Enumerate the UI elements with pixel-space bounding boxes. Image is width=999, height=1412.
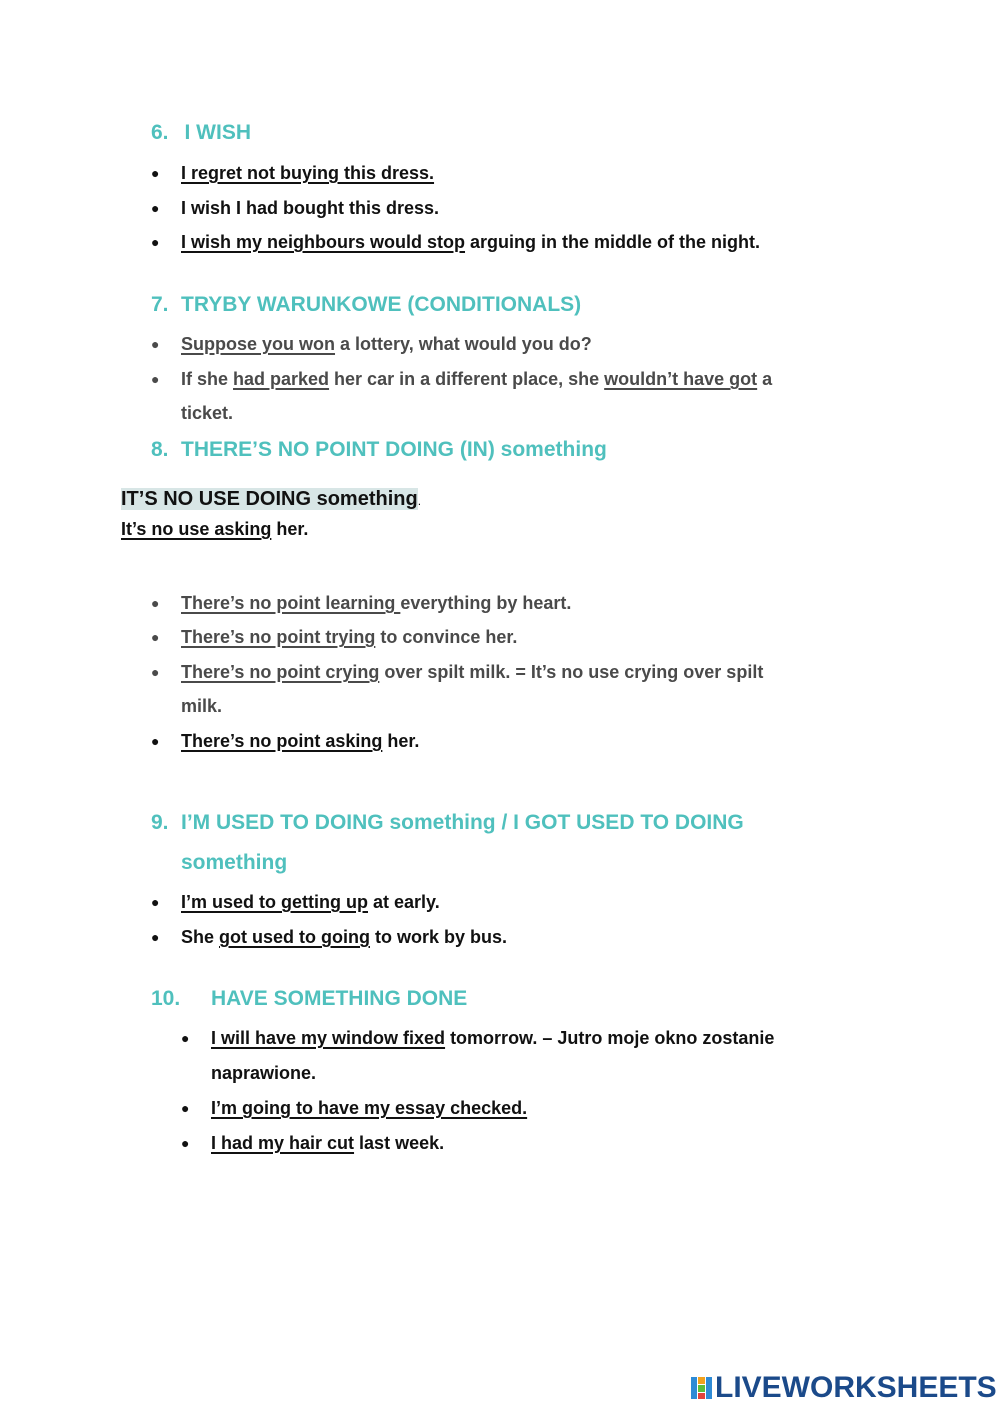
list-item: There’s no point crying over spilt milk. = It’s no use crying over spilt xyxy=(181,662,764,682)
section-10-number: 10. xyxy=(151,987,181,1010)
bullet-icon: ● xyxy=(151,929,160,945)
list-item-continuation: milk. xyxy=(181,696,223,716)
list-item: She got used to going to work by bus. xyxy=(181,927,508,947)
liveworksheets-logo[interactable] xyxy=(691,1370,997,1406)
list-item: I will have my window fixed tomorrow. – Jutro moje okno zostanie xyxy=(211,1028,775,1048)
list-item: There’s no point trying to convince her. xyxy=(181,627,518,647)
bullet-icon: ● xyxy=(151,336,160,352)
section-7-title: TRYBY WARUNKOWE (CONDITIONALS) xyxy=(181,293,582,316)
list-item: I had my hair cut last week. xyxy=(211,1133,445,1153)
bullet-icon: ● xyxy=(151,733,160,749)
bullet-icon: ● xyxy=(151,200,160,216)
section-8-heading xyxy=(151,438,607,462)
list-item: There’s no point asking her. xyxy=(181,731,420,751)
bullet-icon: ● xyxy=(151,234,160,250)
section-9-title-continuation: something xyxy=(181,851,288,874)
list-item-continuation: naprawione. xyxy=(211,1063,317,1083)
list-item: Suppose you won a lottery, what would you do? xyxy=(181,334,592,354)
bullet-icon: ● xyxy=(151,165,160,181)
bullet-icon: ● xyxy=(151,894,160,910)
section-7-number: 7. xyxy=(151,293,169,316)
section-9-title: I’M USED TO DOING something / I GOT USED TO DOING xyxy=(181,811,744,834)
list-item: There’s no point learning everything by heart. xyxy=(181,593,572,613)
list-item: If she had parked her car in a different place, she wouldn’t have got a xyxy=(181,369,773,389)
list-item: I’m used to getting up at early. xyxy=(181,892,440,912)
bullet-icon: ● xyxy=(151,371,160,387)
section-10-heading xyxy=(151,987,467,1011)
list-item: I wish my neighbours would stop arguing in the middle of the night. xyxy=(181,232,760,252)
note-heading: IT’S NO USE DOING something. xyxy=(121,488,422,510)
bullet-icon: ● xyxy=(181,1030,190,1046)
section-8-number: 8. xyxy=(151,438,169,461)
bullet-icon: ● xyxy=(181,1135,190,1151)
list-item: I regret not buying this dress. xyxy=(181,163,435,183)
section-9-heading xyxy=(151,811,744,835)
section-6-number: 6. xyxy=(151,121,169,144)
section-8-title: THERE’S NO POINT DOING (IN) something xyxy=(181,438,607,461)
section-9-number: 9. xyxy=(151,811,169,834)
section-6-heading xyxy=(151,121,251,145)
section-6-title: I WISH xyxy=(184,121,252,144)
list-item: I wish I had bought this dress. xyxy=(181,198,440,218)
section-7-heading xyxy=(151,293,581,317)
list-item-continuation: ticket. xyxy=(181,403,234,423)
bullet-icon: ● xyxy=(151,595,160,611)
bullet-icon: ● xyxy=(151,664,160,680)
section-10-title: HAVE SOMETHING DONE xyxy=(211,987,468,1010)
bullet-icon: ● xyxy=(181,1100,190,1116)
liveworksheets-brand-text: LIVEWORKSHEETS xyxy=(715,1371,997,1404)
bullet-icon: ● xyxy=(151,629,160,645)
liveworksheets-mark-icon xyxy=(691,1375,713,1401)
note-example: It’s no use asking her. xyxy=(121,519,309,539)
list-item: I’m going to have my essay checked. xyxy=(211,1098,528,1118)
